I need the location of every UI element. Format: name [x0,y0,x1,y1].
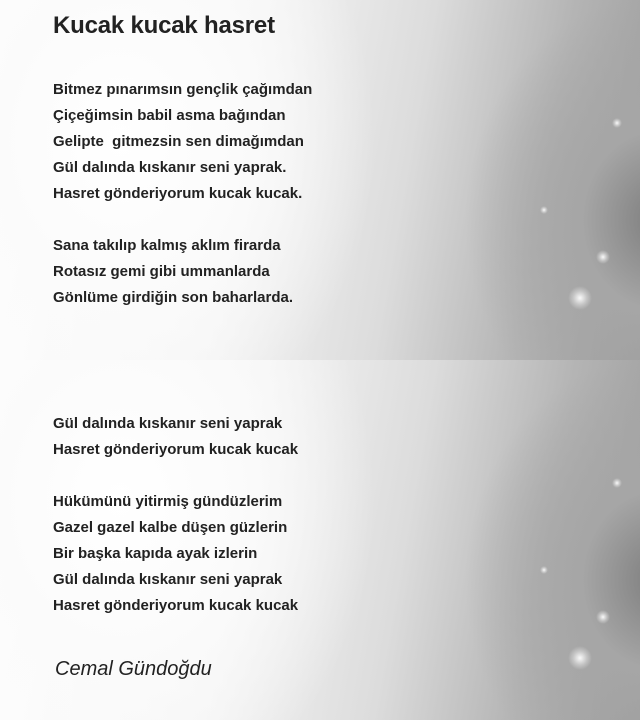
poem-line: Gül dalında kıskanır seni yaprak [53,415,283,432]
poem-line: Hasret gönderiyorum kucak kucak. [53,185,303,202]
poem-line: Gül dalında kıskanır seni yaprak [53,571,283,588]
poem-line: Gazel gazel kalbe düşen güzlerin [53,519,288,536]
sparkle-decoration [568,646,592,670]
stanza [53,411,298,463]
poem-line: Rotasız gemi gibi ummanlarda [53,263,270,280]
stanza [53,77,312,207]
sparkle-decoration [612,118,622,128]
poem-line: Gül dalında kıskanır seni yaprak. [53,159,287,176]
stanza [53,233,293,311]
stanza [53,489,298,619]
poem-line: Sana takılıp kalmış aklım firarda [53,237,281,254]
poem-line: Gelipte gitmezsin sen dimağımdan [53,133,304,150]
sparkle-decoration [612,478,622,488]
sparkle-decoration [596,610,610,624]
poem-card-bottom [0,360,640,720]
poem-line: Hasret gönderiyorum kucak kucak [53,441,299,458]
sparkle-decoration [540,566,548,574]
poem-title: Kucak kucak hasret [53,12,275,39]
poem-line: Bir başka kapıda ayak izlerin [53,545,258,562]
poem-line: Gönlüme girdiğin son baharlarda. [53,289,294,306]
sparkle-decoration [596,250,610,264]
poem-line: Hükümünü yitirmiş gündüzlerim [53,493,283,510]
sparkle-decoration [540,206,548,214]
poem-line: Bitmez pınarımsın gençlik çağımdan [53,81,313,98]
poem-line: Hasret gönderiyorum kucak kucak [53,597,299,614]
sparkle-decoration [568,286,592,310]
poem-author: Cemal Gündoğdu [55,658,212,680]
poem-line: Çiçeğimsin babil asma bağından [53,107,286,124]
